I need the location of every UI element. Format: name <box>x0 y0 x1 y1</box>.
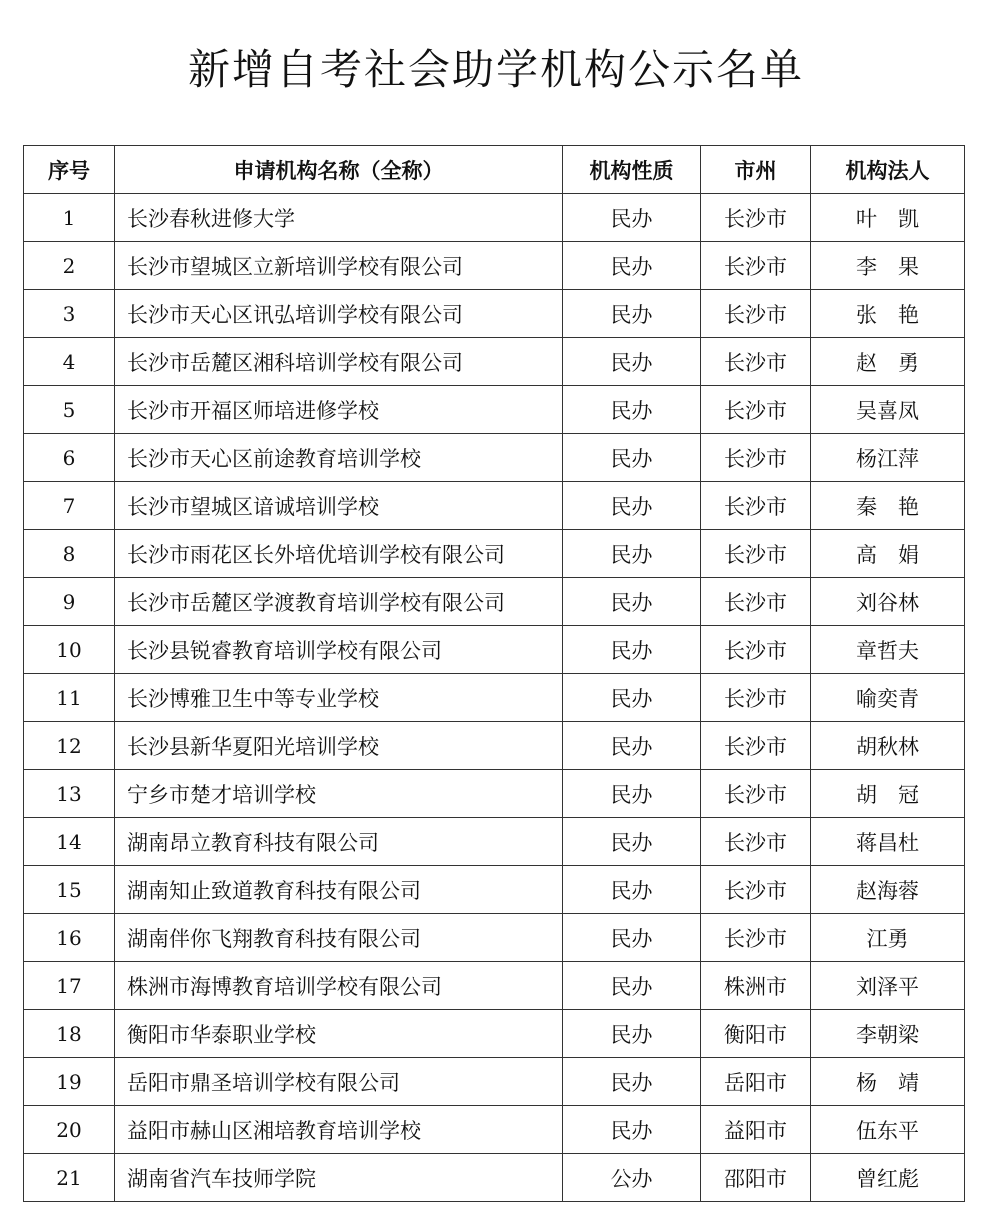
row-nature: 民办 <box>563 290 701 338</box>
row-institution-name: 益阳市赫山区湘培教育培训学校 <box>115 1106 563 1154</box>
row-legal-person: 曾红彪 <box>811 1154 965 1202</box>
row-nature: 民办 <box>563 914 701 962</box>
row-city: 长沙市 <box>701 674 811 722</box>
row-institution-name: 岳阳市鼎圣培训学校有限公司 <box>115 1058 563 1106</box>
row-index: 14 <box>24 818 115 866</box>
header-name: 申请机构名称（全称） <box>115 146 563 194</box>
row-nature: 民办 <box>563 338 701 386</box>
row-city: 邵阳市 <box>701 1154 811 1202</box>
row-index: 13 <box>24 770 115 818</box>
row-index: 2 <box>24 242 115 290</box>
table-row <box>24 674 965 722</box>
row-nature: 民办 <box>563 242 701 290</box>
row-legal-person: 刘泽平 <box>811 962 965 1010</box>
row-institution-name: 湖南伴你飞翔教育科技有限公司 <box>115 914 563 962</box>
row-city: 益阳市 <box>701 1106 811 1154</box>
row-index: 11 <box>24 674 115 722</box>
table-row <box>24 626 965 674</box>
row-city: 长沙市 <box>701 338 811 386</box>
row-nature: 民办 <box>563 530 701 578</box>
row-index: 21 <box>24 1154 115 1202</box>
row-legal-person: 杨 靖 <box>811 1058 965 1106</box>
row-nature: 民办 <box>563 1010 701 1058</box>
row-institution-name: 长沙市天心区讯弘培训学校有限公司 <box>115 290 563 338</box>
row-nature: 民办 <box>563 770 701 818</box>
row-institution-name: 长沙市雨花区长外培优培训学校有限公司 <box>115 530 563 578</box>
table-row <box>24 242 965 290</box>
row-legal-person: 吴喜凤 <box>811 386 965 434</box>
row-index: 8 <box>24 530 115 578</box>
row-nature: 民办 <box>563 674 701 722</box>
row-city: 长沙市 <box>701 242 811 290</box>
table-row <box>24 434 965 482</box>
row-legal-person: 叶 凯 <box>811 194 965 242</box>
row-nature: 民办 <box>563 578 701 626</box>
table-row <box>24 722 965 770</box>
row-legal-person: 李朝梁 <box>811 1010 965 1058</box>
row-institution-name: 长沙市望城区谙诚培训学校 <box>115 482 563 530</box>
row-institution-name: 株洲市海博教育培训学校有限公司 <box>115 962 563 1010</box>
table-row <box>24 530 965 578</box>
row-index: 10 <box>24 626 115 674</box>
table-row <box>24 1106 965 1154</box>
header-nature: 机构性质 <box>563 146 701 194</box>
table-row <box>24 914 965 962</box>
row-index: 3 <box>24 290 115 338</box>
row-nature: 民办 <box>563 1058 701 1106</box>
row-legal-person: 张 艳 <box>811 290 965 338</box>
header-person: 机构法人 <box>811 146 965 194</box>
row-legal-person: 高 娟 <box>811 530 965 578</box>
row-city: 长沙市 <box>701 722 811 770</box>
row-legal-person: 赵 勇 <box>811 338 965 386</box>
row-index: 17 <box>24 962 115 1010</box>
row-legal-person: 喻奕青 <box>811 674 965 722</box>
row-nature: 民办 <box>563 1106 701 1154</box>
row-legal-person: 江勇 <box>811 914 965 962</box>
table-row <box>24 386 965 434</box>
row-nature: 民办 <box>563 482 701 530</box>
page-title: 新增自考社会助学机构公示名单 <box>187 45 804 95</box>
row-index: 1 <box>24 194 115 242</box>
row-index: 7 <box>24 482 115 530</box>
row-legal-person: 胡 冠 <box>811 770 965 818</box>
row-index: 19 <box>24 1058 115 1106</box>
row-institution-name: 长沙春秋进修大学 <box>115 194 563 242</box>
row-institution-name: 长沙县锐睿教育培训学校有限公司 <box>115 626 563 674</box>
row-institution-name: 长沙市岳麓区学渡教育培训学校有限公司 <box>115 578 563 626</box>
row-index: 12 <box>24 722 115 770</box>
table-row <box>24 962 965 1010</box>
row-institution-name: 湖南省汽车技师学院 <box>115 1154 563 1202</box>
table-row <box>24 1058 965 1106</box>
row-institution-name: 长沙市望城区立新培训学校有限公司 <box>115 242 563 290</box>
row-institution-name: 长沙县新华夏阳光培训学校 <box>115 722 563 770</box>
header-city: 市州 <box>701 146 811 194</box>
row-institution-name: 长沙市天心区前途教育培训学校 <box>115 434 563 482</box>
row-city: 长沙市 <box>701 770 811 818</box>
row-index: 20 <box>24 1106 115 1154</box>
row-city: 长沙市 <box>701 578 811 626</box>
row-nature: 公办 <box>563 1154 701 1202</box>
table-row <box>24 290 965 338</box>
table-row <box>24 866 965 914</box>
row-legal-person: 李 果 <box>811 242 965 290</box>
row-institution-name: 长沙市岳麓区湘科培训学校有限公司 <box>115 338 563 386</box>
row-city: 长沙市 <box>701 530 811 578</box>
row-index: 5 <box>24 386 115 434</box>
row-nature: 民办 <box>563 866 701 914</box>
row-legal-person: 胡秋林 <box>811 722 965 770</box>
row-institution-name: 湖南昂立教育科技有限公司 <box>115 818 563 866</box>
row-city: 长沙市 <box>701 434 811 482</box>
row-index: 9 <box>24 578 115 626</box>
institution-table <box>23 145 965 1202</box>
row-city: 岳阳市 <box>701 1058 811 1106</box>
row-city: 长沙市 <box>701 386 811 434</box>
row-city: 长沙市 <box>701 818 811 866</box>
row-institution-name: 宁乡市楚才培训学校 <box>115 770 563 818</box>
row-index: 4 <box>24 338 115 386</box>
row-nature: 民办 <box>563 194 701 242</box>
row-legal-person: 章哲夫 <box>811 626 965 674</box>
row-nature: 民办 <box>563 434 701 482</box>
row-nature: 民办 <box>563 386 701 434</box>
row-index: 16 <box>24 914 115 962</box>
row-city: 长沙市 <box>701 914 811 962</box>
row-index: 18 <box>24 1010 115 1058</box>
row-institution-name: 湖南知止致道教育科技有限公司 <box>115 866 563 914</box>
table-body <box>24 194 965 1202</box>
row-index: 15 <box>24 866 115 914</box>
row-city: 衡阳市 <box>701 1010 811 1058</box>
row-legal-person: 秦 艳 <box>811 482 965 530</box>
row-index: 6 <box>24 434 115 482</box>
table-row <box>24 338 965 386</box>
row-city: 长沙市 <box>701 290 811 338</box>
table-row <box>24 482 965 530</box>
table-row <box>24 578 965 626</box>
table-row <box>24 1010 965 1058</box>
row-legal-person: 伍东平 <box>811 1106 965 1154</box>
row-legal-person: 赵海蓉 <box>811 866 965 914</box>
row-city: 长沙市 <box>701 626 811 674</box>
row-nature: 民办 <box>563 962 701 1010</box>
row-nature: 民办 <box>563 626 701 674</box>
header-index: 序号 <box>24 146 115 194</box>
table-header-row <box>24 146 965 194</box>
table-row <box>24 770 965 818</box>
row-institution-name: 衡阳市华泰职业学校 <box>115 1010 563 1058</box>
row-nature: 民办 <box>563 818 701 866</box>
row-city: 长沙市 <box>701 482 811 530</box>
row-city: 长沙市 <box>701 194 811 242</box>
row-institution-name: 长沙博雅卫生中等专业学校 <box>115 674 563 722</box>
table-row <box>24 194 965 242</box>
row-legal-person: 蒋昌杜 <box>811 818 965 866</box>
row-nature: 民办 <box>563 722 701 770</box>
row-city: 长沙市 <box>701 866 811 914</box>
table-row <box>24 818 965 866</box>
table-row <box>24 1154 965 1202</box>
row-city: 株洲市 <box>701 962 811 1010</box>
row-legal-person: 杨江萍 <box>811 434 965 482</box>
row-legal-person: 刘谷林 <box>811 578 965 626</box>
row-institution-name: 长沙市开福区师培进修学校 <box>115 386 563 434</box>
